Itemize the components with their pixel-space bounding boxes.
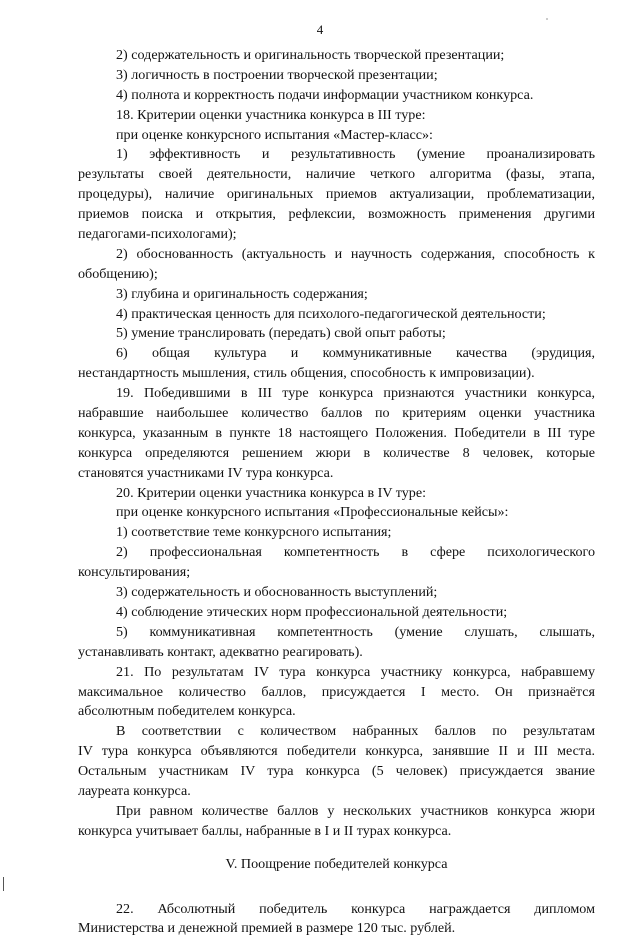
text-line: обобщению);: [78, 265, 158, 282]
text-line: 18. Критерии оценки участника конкурса в III туре:: [116, 106, 426, 123]
text-line: 22. Абсолютный победитель конкурса награждается дипломом: [116, 900, 595, 917]
paragraph: [78, 900, 595, 939]
paragraph: [78, 324, 595, 344]
text-line: 19. Победившими в III туре конкурса признаются участники конкурса,: [116, 385, 595, 402]
text-line: 2) содержательность и оригинальность творческой презентации;: [116, 47, 505, 63]
text-line: 4) полнота и корректность подачи информации участником конкурса.: [116, 86, 534, 103]
paragraph: [78, 484, 595, 504]
text-line: 6) общая культура и коммуникативные качества (эрудиция,: [116, 345, 595, 362]
paragraph: [78, 623, 595, 663]
paragraph: [78, 86, 595, 106]
section-heading: [78, 855, 595, 875]
text-line: 4) соблюдение этических норм профессиональной деятельности;: [116, 603, 508, 620]
text-line: В соответствии с количеством набранных баллов по результатам: [116, 723, 595, 740]
text-line: абсолютным победителем конкурса.: [78, 703, 296, 720]
paragraph: [78, 583, 595, 603]
paragraph: [78, 145, 595, 244]
text-line: 20. Критерии оценки участника конкурса в IV туре:: [116, 484, 427, 501]
document-body: [78, 46, 595, 939]
text-line: 2) обоснованность (актуальность и научность содержания, способность к: [116, 245, 595, 262]
paragraph: [78, 344, 595, 384]
paragraph: [78, 543, 595, 583]
text-line: 3) глубина и оригинальность содержания;: [116, 285, 368, 302]
text-line: результаты своей деятельности, наличие четкого алгоритма (фазы, этапа,: [78, 166, 595, 183]
text-line: 1) эффективность и результативность (умение проанализировать: [116, 146, 595, 163]
text-line: 2) профессиональная компетентность в сфере психологического: [116, 544, 595, 561]
text-line: нестандартность мышления, стиль общения, способность к импровизации).: [78, 365, 535, 382]
text-line: набравшие наибольшее количество баллов по критериям оценки участника: [78, 405, 595, 422]
text-line: устанавливать контакт, адекватно реагировать).: [78, 643, 363, 660]
paragraph: [78, 802, 595, 842]
text-line: 5) умение транслировать (передать) свой опыт работы;: [116, 325, 446, 342]
paragraph: [78, 663, 595, 723]
text-line: лауреата конкурса.: [78, 782, 191, 799]
text-line: Министерства и денежной премией в размере 120 тыс. рублей.: [78, 920, 456, 937]
text-line: конкурса определяются решением жюри в количестве 8 человек, которые: [78, 444, 595, 461]
page-number: 4: [316, 22, 324, 37]
text-line: Остальным участникам IV тура конкурса (5 человек) присуждается звание: [78, 763, 595, 780]
text-line: 1) соответствие теме конкурсного испытания;: [116, 524, 392, 541]
paragraph: [78, 603, 595, 623]
text-line: IV тура конкурса объявляются победители конкурса, занявшие II и III места.: [78, 743, 595, 760]
paragraph: [78, 46, 595, 66]
text-line: процедуры), наличие оригинальных приемов актуализации, проблематизации,: [78, 186, 595, 203]
scan-edge-mark: [3, 877, 4, 891]
paragraph: [78, 245, 595, 285]
text-line: консультирования;: [78, 564, 191, 581]
text-line: конкурса, указанным в пункте 18 настоящего Положения. Победители в III туре: [78, 424, 595, 441]
paragraph: [78, 285, 595, 305]
text-line: При равном количестве баллов у нескольких участников конкурса жюри: [116, 802, 595, 819]
paragraph: [78, 126, 595, 146]
paragraph: [78, 384, 595, 483]
text-line: 4) практическая ценность для психолого-педагогической деятельности;: [116, 305, 546, 322]
text-line: 21. По результатам IV тура конкурса участнику конкурса, набравшему: [116, 663, 595, 680]
text-line: приемов поиска и открытия, рефлексии, возможность применения другими: [78, 206, 595, 223]
paragraph: [78, 722, 595, 802]
text-line: педагогами-психологами);: [78, 226, 237, 243]
text-line: 3) логичность в построении творческой презентации;: [116, 66, 438, 83]
text-line: конкурса учитывает баллы, набранные в I и II турах конкурса.: [78, 822, 452, 839]
paragraph: [78, 106, 595, 126]
text-line: максимальное количество баллов, присуждается I место. Он признаётся: [78, 683, 595, 700]
text-line: при оценке конкурсного испытания «Мастер-класс»:: [116, 126, 433, 143]
text-line: при оценке конкурсного испытания «Профессиональные кейсы»:: [116, 504, 509, 521]
text-line: 5) коммуникативная компетентность (умение слушать, слышать,: [116, 623, 595, 640]
paragraph: [78, 66, 595, 86]
scan-artifact: [546, 18, 548, 20]
paragraph: [78, 305, 595, 325]
text-line: 3) содержательность и обоснованность выступлений;: [116, 584, 438, 601]
text-line: становятся участниками IV тура конкурса.: [78, 464, 334, 481]
paragraph: [78, 503, 595, 523]
paragraph: [78, 523, 595, 543]
heading-text: V. Поощрение победителей конкурса: [225, 855, 448, 872]
